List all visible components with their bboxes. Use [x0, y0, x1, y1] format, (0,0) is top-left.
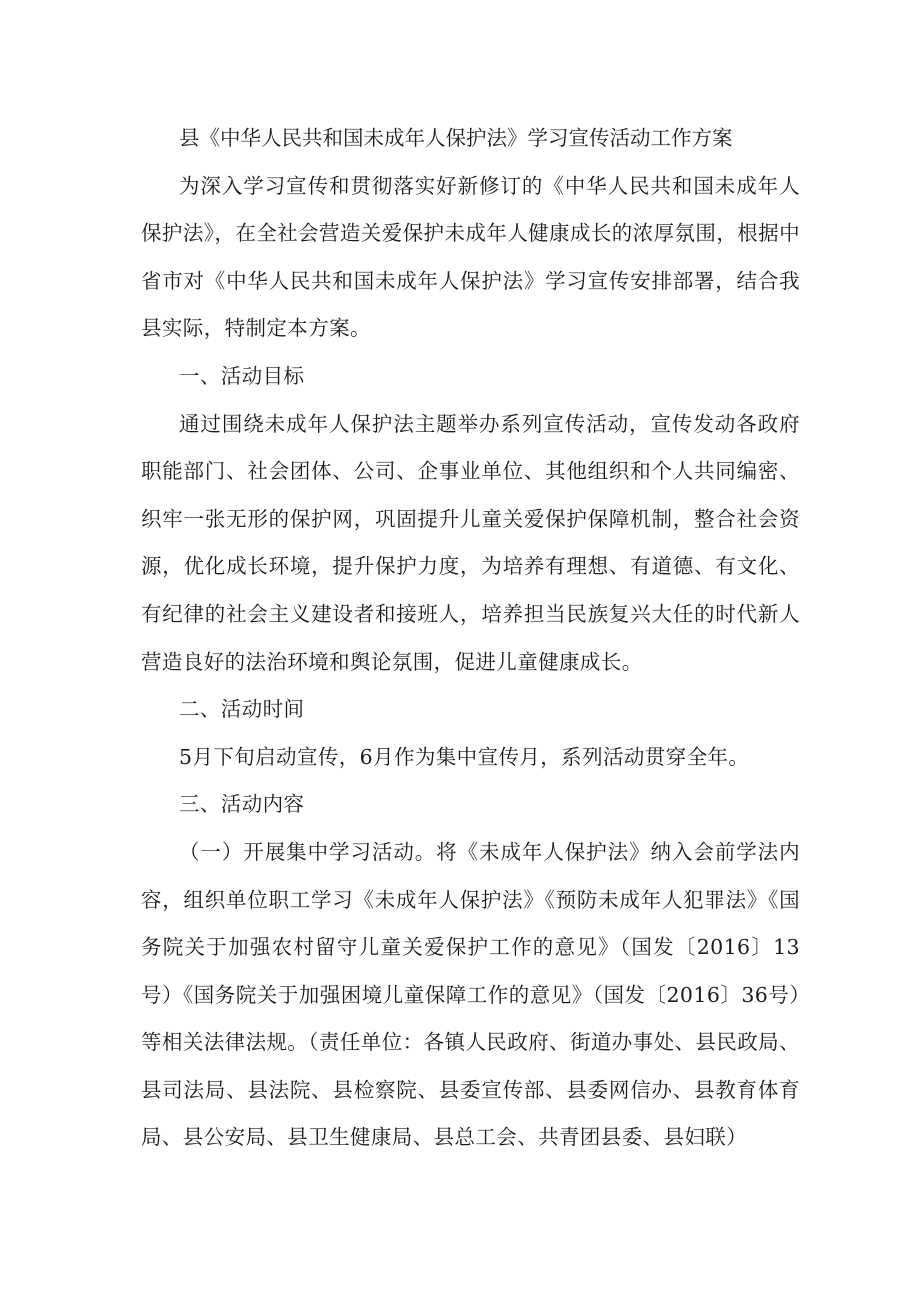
section-heading-goals: 一、活动目标	[179, 363, 305, 388]
document-title: 县《中华人民共和国未成年人保护法》学习宣传活动工作方案	[179, 126, 733, 150]
section-body-time: 5月下旬启动宣传，6月作为集中宣传月，系列活动贯穿全年。	[179, 744, 750, 769]
section-body-goals: 通过围绕未成年人保护法主题举办系列宣传活动，宣传发动各政府职能部门、社会团体、公司、企事业单位、其他组织和个人共同编密、织牢一张无形的保护网，巩固提升儿童关爱保护保障机制，整合社会资源，优化成长环境，提升保护力度，为培养有理想、有道德、有文化、有纪律的社会主义建设者和接班人，培养担当民族复兴大任的时代新人营造良好的法治环境和舆论氛围，促进儿童健康成长。	[141, 411, 800, 674]
section-heading-content: 三、活动内容	[179, 792, 305, 817]
section-heading-time: 二、活动时间	[179, 697, 305, 722]
section-body-content: （一）开展集中学习活动。将《未成年人保护法》纳入会前学法内容，组织单位职工学习《未成年人保护法》《预防未成年人犯罪法》《国务院关于加强农村留守儿童关爱保护工作的意见》（国发〔2016〕13号）《国务院关于加强困境儿童保障工作的意见》（国发〔2016〕36号）等相关法律法规。（责任单位：各镇人民政府、街道办事处、县民政局、县司法局、县法院、县检察院、县委宣传部、县委网信办、县教育体育局、县公安局、县卫生健康局、县总工会、共青团县委、县妇联）	[141, 839, 800, 1150]
intro-paragraph: 为深入学习宣传和贯彻落实好新修订的《中华人民共和国未成年人保护法》，在全社会营造关爱保护未成年人健康成长的浓厚氛围，根据中省市对《中华人民共和国未成年人保护法》学习宣传安排部署，结合我县实际，特制定本方案。	[141, 173, 800, 341]
